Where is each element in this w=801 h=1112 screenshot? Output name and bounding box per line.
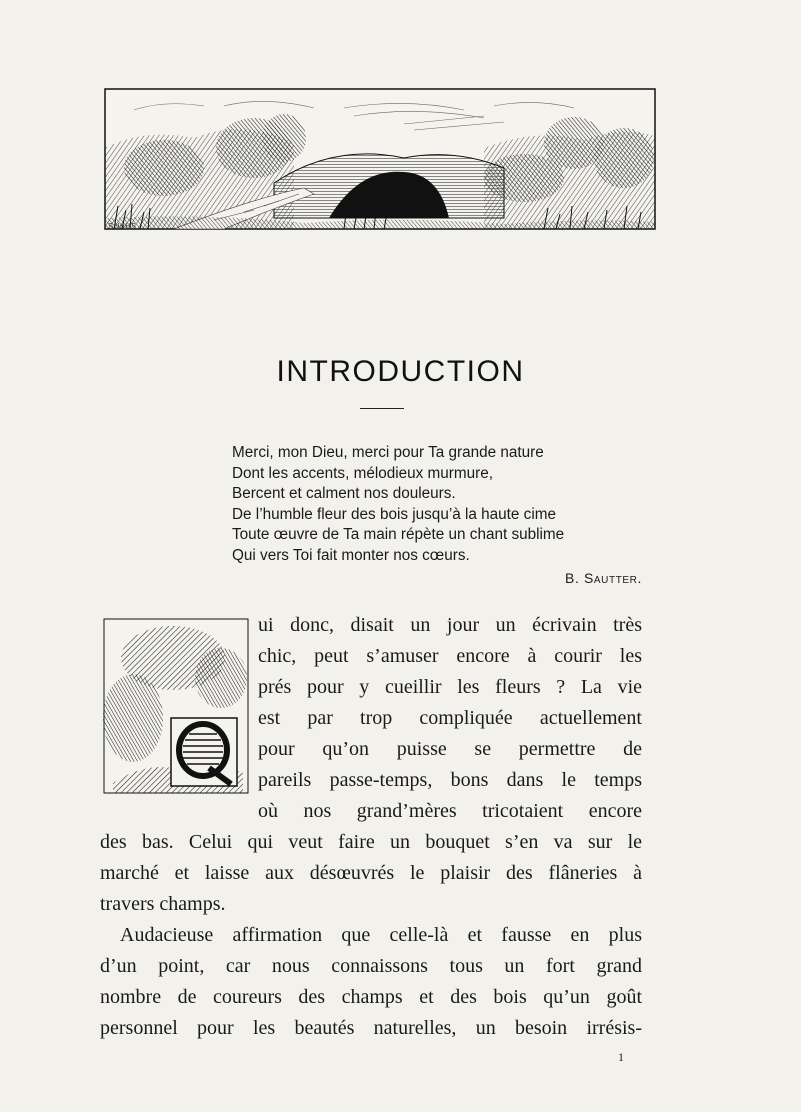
epigraph-line: Qui vers Toi fait monter nos cœurs. [232, 546, 470, 564]
body-line: pareils passe-temps, bons dans le temps [258, 769, 642, 791]
body-line: d’un point, car nous connaissons tous un fort grand [100, 955, 642, 977]
epigraph-line: Toute œuvre de Ta main répète un chant sublime [232, 526, 565, 543]
body-line: pour qu’on puisse se permettre de [258, 738, 642, 760]
body-line: ui donc, disait un jour un écrivain très [258, 614, 642, 636]
epigraph-line: De l’humble fleur des bois jusqu’à la haute cime [232, 505, 556, 523]
body-line: Audacieuse affirmation que celle-là et fausse en plus [120, 924, 642, 946]
body-line: est par trop compliquée actuellement [258, 707, 642, 729]
page-title: INTRODUCTION [276, 355, 525, 388]
body-line: où nos grand’mères tricotaient encore [258, 800, 642, 822]
title-divider [360, 408, 404, 409]
epigraph-author [0, 570, 642, 586]
body-line: marché et laisse aux désœuvrés le plaisir des flâneries à [100, 862, 642, 884]
body-line: nombre de coureurs des champs et des bois qu’un goût [100, 986, 642, 1008]
page-number: 1 [618, 1050, 624, 1064]
header-engraving [104, 88, 656, 230]
body-line: prés pour y cueillir les fleurs ? La vie [258, 676, 642, 698]
body-line: personnel pour les beautés naturelles, un besoin irrésis- [100, 1017, 642, 1039]
artist-signature: SNoH5 [108, 222, 137, 231]
body-line: travers champs. [100, 893, 226, 915]
body-line: chic, peut s’amuser encore à courir les [258, 645, 642, 667]
epigraph-line: Dont les accents, mélodieux murmure, [232, 464, 494, 482]
body-line: des bas. Celui qui veut faire un bouquet s’en va sur le [100, 831, 642, 853]
epigraph-author-name: B. Sautter. [565, 570, 642, 586]
drop-cap-illustration [103, 618, 249, 794]
epigraph-line: Merci, mon Dieu, merci pour Ta grande nature [232, 444, 544, 461]
epigraph [232, 443, 662, 566]
epigraph-line: Bercent et calment nos douleurs. [232, 485, 456, 502]
